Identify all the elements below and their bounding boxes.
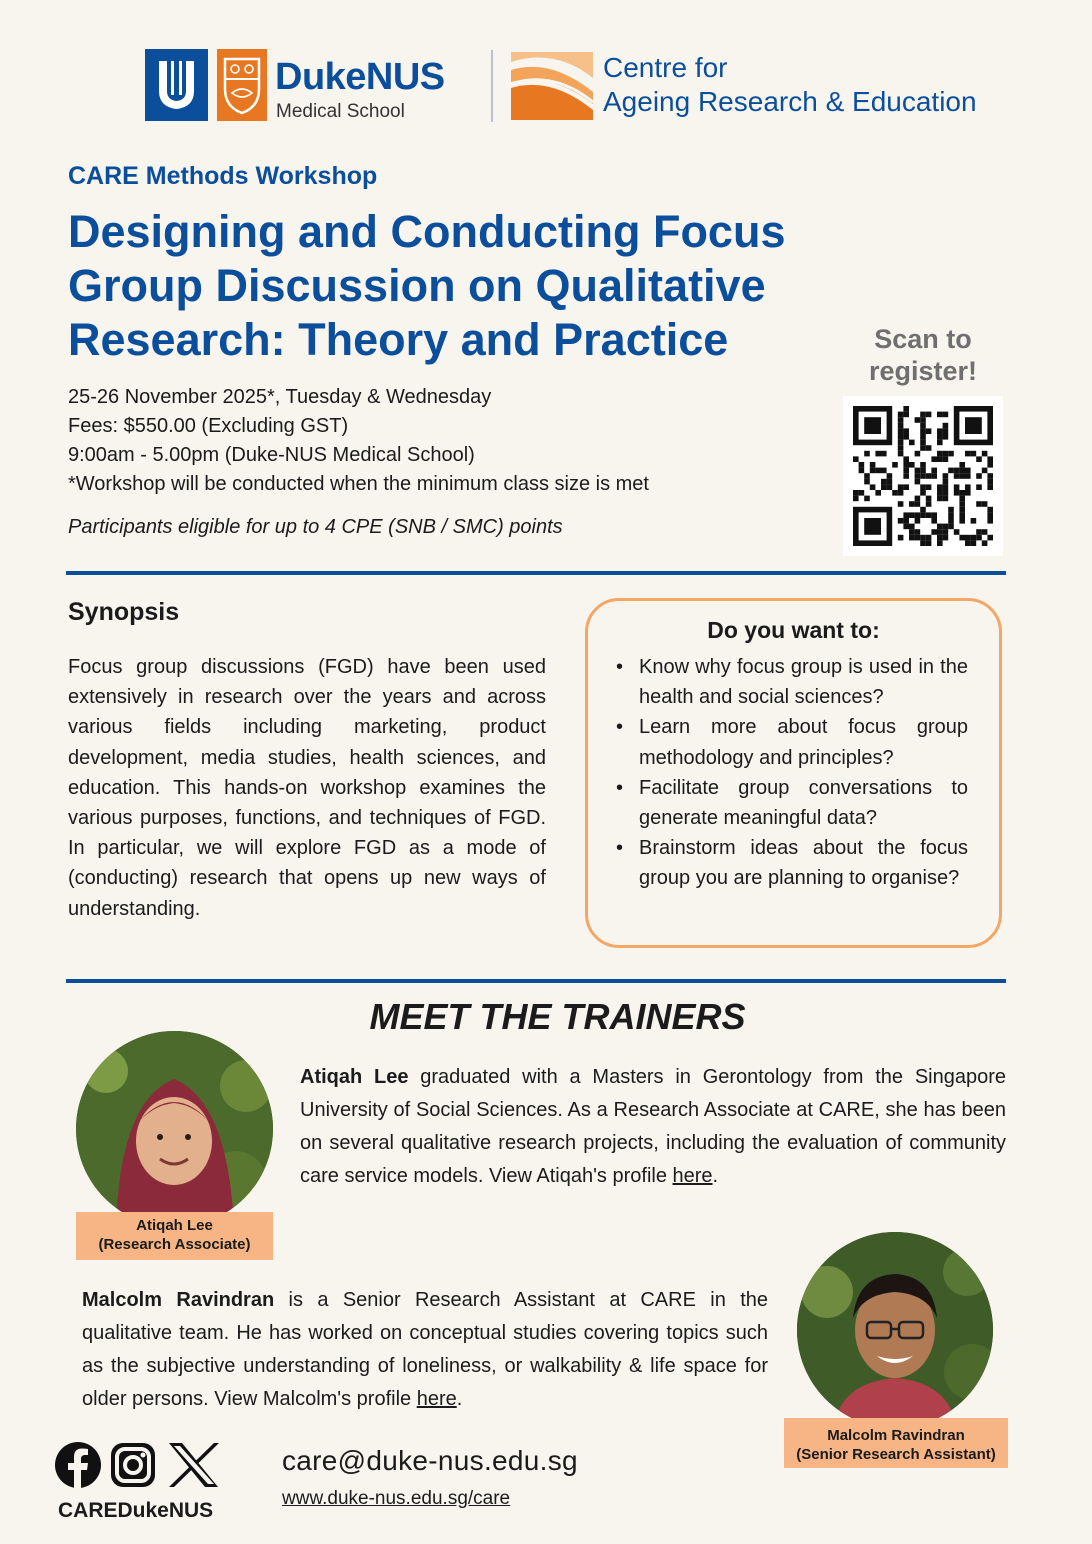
section-divider [66, 571, 1006, 575]
atiqah-caption [76, 1212, 273, 1260]
questions-list [612, 652, 968, 894]
centre-name-line2: Ageing Research & Education [603, 86, 977, 117]
duke-logo-icon [145, 49, 208, 121]
scan-line1: Scan to [874, 324, 972, 354]
trainer-name: Atiqah Lee [300, 1066, 409, 1088]
logo-divider [491, 50, 493, 122]
title-line: Group Discussion on Qualitative [68, 260, 766, 311]
registration-qr-code[interactable] [843, 396, 1003, 556]
bio-text: is a Senior Research Assistant at CARE in the qualitative team. He has worked on conceptual studies covering topics such as the subjective understanding of loneliness, or walkability & life space for older persons. View Malcolm's profile [82, 1289, 768, 1410]
facebook-icon[interactable] [55, 1442, 101, 1488]
list-item: • Know why focus group is used in the health and social sciences? [612, 652, 968, 712]
list-item: • Facilitate group conversations to generate meaningful data? [612, 773, 968, 833]
malcolm-caption [784, 1418, 1008, 1468]
caption-role: (Research Associate) [98, 1236, 251, 1253]
atiqah-photo [76, 1031, 273, 1227]
synopsis-heading: Synopsis [68, 598, 180, 626]
social-icons [53, 1440, 223, 1490]
event-note: *Workshop will be conducted when the minimum class size is met [68, 473, 649, 495]
title-line: Designing and Conducting Focus [68, 206, 786, 257]
centre-name-line1: Centre for [603, 52, 728, 83]
malcolm-photo [797, 1232, 993, 1428]
social-handle: CAREDukeNUS [58, 1499, 214, 1522]
malcolm-bio [82, 1284, 768, 1416]
caption-role: (Senior Research Assistant) [796, 1446, 996, 1463]
event-details [68, 383, 649, 499]
atiqah-profile-link[interactable]: here [672, 1165, 713, 1187]
x-icon[interactable] [169, 1443, 219, 1487]
questions-heading: Do you want to: [707, 617, 880, 643]
bio-text: graduated with a Masters in Gerontology from the Singapore University of Social Sciences. As a Research Associate at CARE, she has been on several qualitative research projects, including the evaluation of community care service models. View Atiqah's profile [300, 1066, 1006, 1187]
synopsis-text: Focus group discussions (FGD) have been used extensively in research over the years and across various fields including marketing, product development, media studies, health sciences, and education. This hands-on workshop examines the various purposes, functions, and techniques of FGD. In particular, we will explore FGD as a mode of (conducting) research that opens up new ways of understanding. [68, 656, 546, 920]
scan-to-register-label [843, 323, 1003, 387]
event-fees: Fees: $550.00 (Excluding GST) [68, 415, 349, 437]
caption-name: Malcolm Ravindran [827, 1427, 965, 1444]
brand-name: DukeNUS [275, 56, 445, 98]
bio-end: . [712, 1165, 719, 1187]
website-link[interactable]: www.duke-nus.edu.sg/care [282, 1488, 511, 1509]
instagram-icon[interactable] [111, 1443, 155, 1487]
event-date: 25-26 November 2025*, Tuesday & Wednesday [68, 386, 492, 408]
event-time: 9:00am - 5.00pm (Duke-NUS Medical School) [68, 444, 475, 466]
workshop-series-label: CARE Methods Workshop [68, 162, 378, 190]
scan-line2: register! [868, 356, 978, 386]
section-divider [66, 979, 1006, 983]
trainers-heading: MEET THE TRAINERS [369, 996, 746, 1037]
list-item: • Brainstorm ideas about the focus group you are planning to organise? [612, 833, 968, 893]
bio-end: . [456, 1388, 463, 1410]
care-logo-icon [511, 52, 593, 120]
brand-subtitle: Medical School [276, 101, 405, 122]
workshop-title [68, 205, 868, 367]
nus-crest-icon [217, 49, 267, 121]
contact-email[interactable]: care@duke-nus.edu.sg [282, 1445, 578, 1476]
malcolm-profile-link[interactable]: here [416, 1388, 457, 1410]
trainer-name: Malcolm Ravindran [82, 1289, 275, 1311]
cpe-note: Participants eligible for up to 4 CPE (SNB / SMC) points [68, 516, 563, 538]
title-line: Research: Theory and Practice [68, 314, 729, 365]
list-item: • Learn more about focus group methodology and principles? [612, 712, 968, 772]
atiqah-bio [300, 1061, 1006, 1193]
caption-name: Atiqah Lee [136, 1217, 213, 1234]
